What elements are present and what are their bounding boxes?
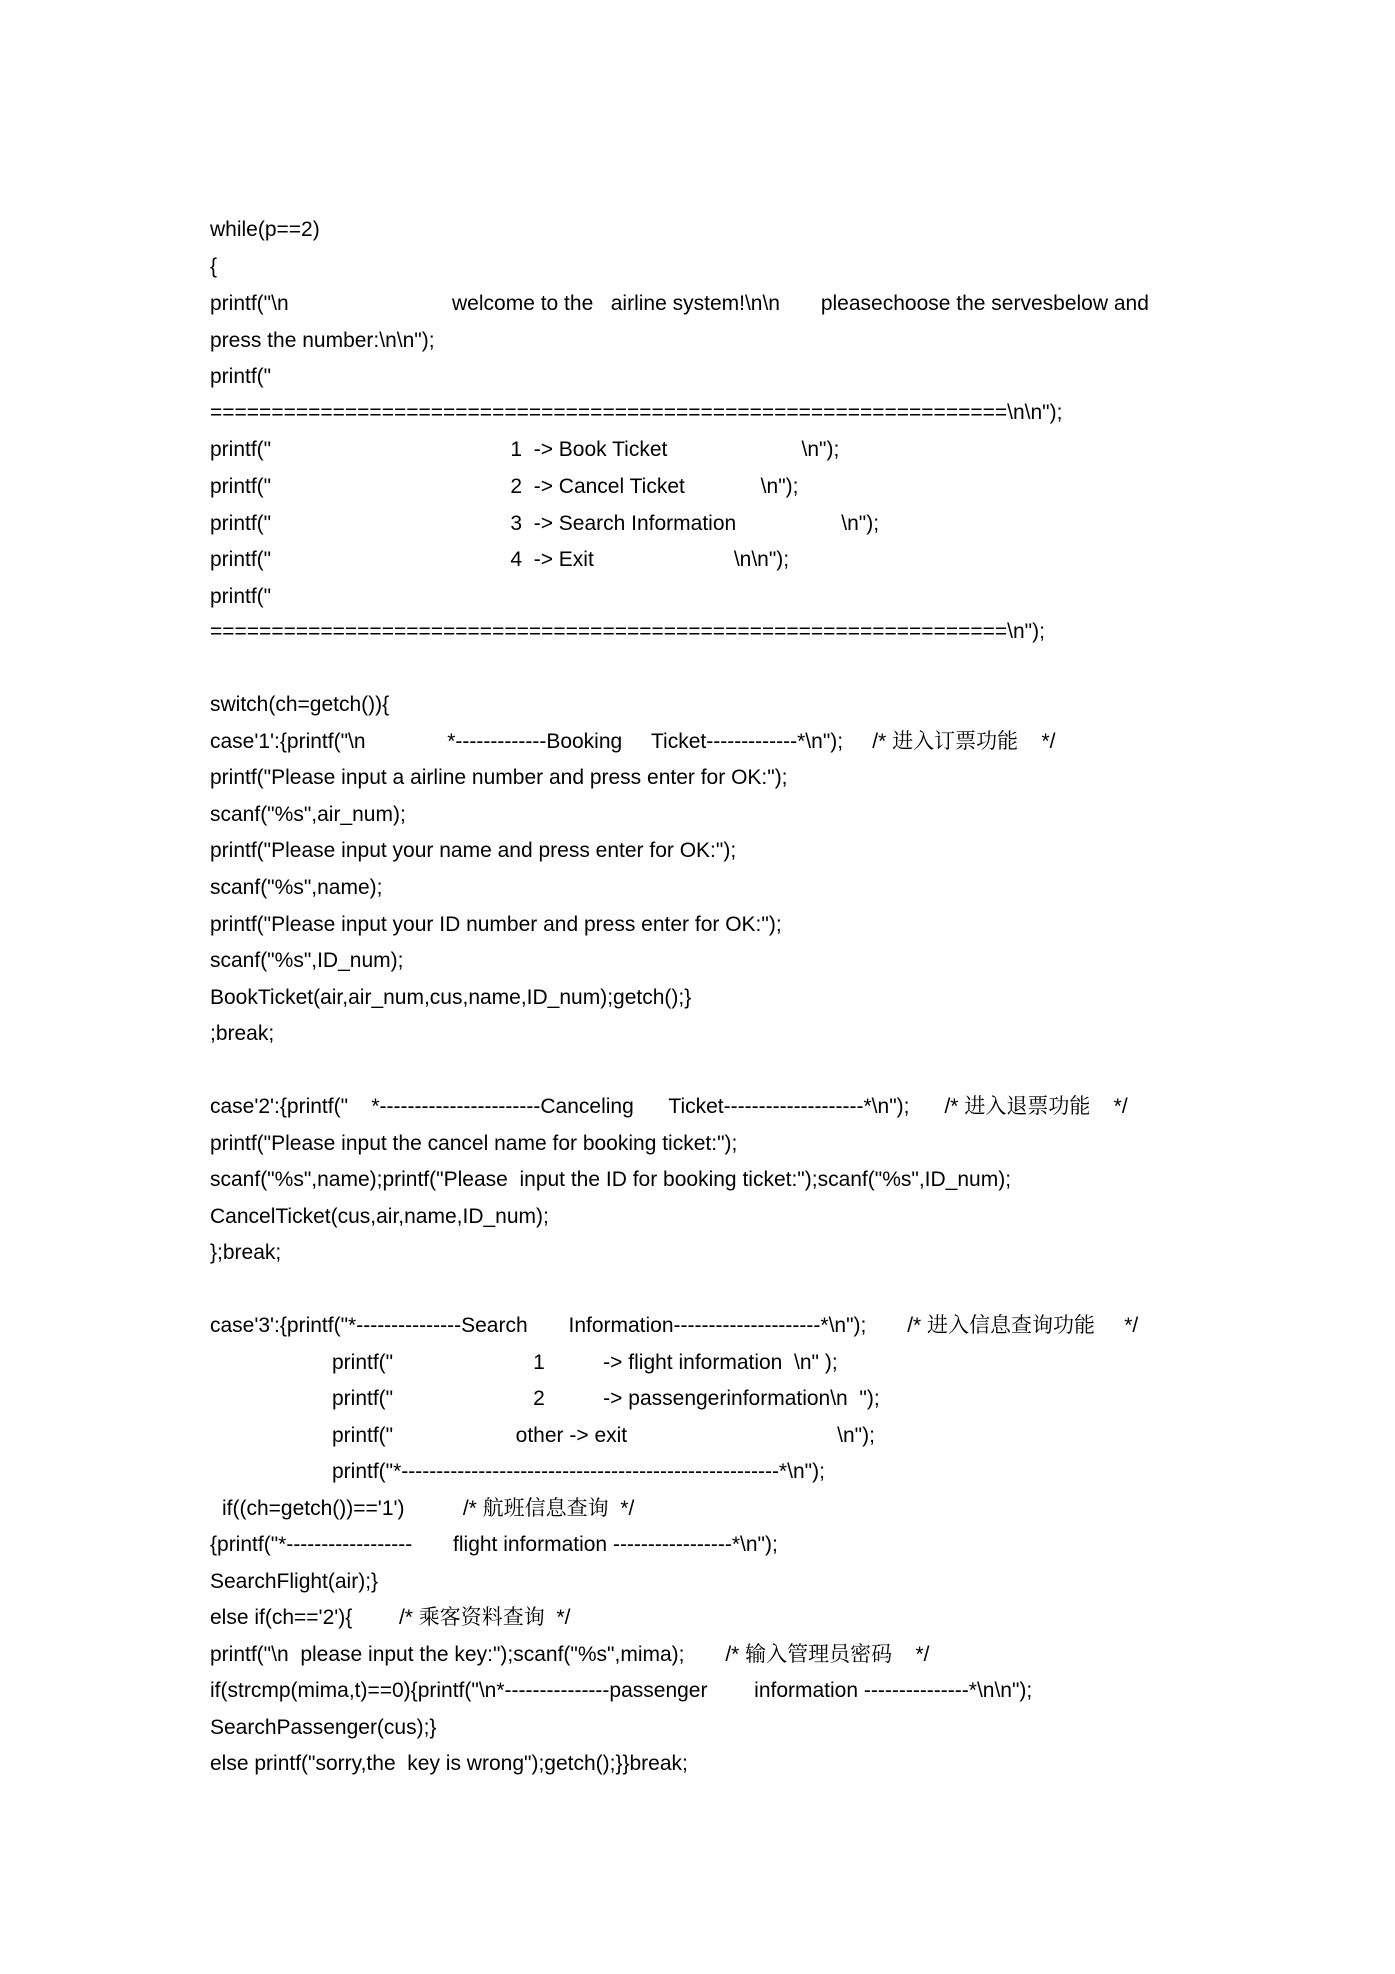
code-line: printf("Please input your ID number and press enter for OK:"); — [210, 913, 782, 936]
code-line: scanf("%s",ID_num); — [210, 949, 404, 972]
code-line: switch(ch=getch()){ — [210, 693, 390, 716]
code-line: scanf("%s",name); — [210, 876, 383, 899]
code-line: scanf("%s",name);printf("Please input the ID for booking ticket:");scanf("%s",ID_num); — [210, 1168, 1012, 1191]
code-line: scanf("%s",air_num); — [210, 803, 406, 826]
code-line: case'2':{printf(" *-----------------------Canceling Ticket--------------------*\n"); /* 进入退票功能 */ — [210, 1095, 1128, 1118]
code-line: printf("Please input the cancel name for booking ticket:"); — [210, 1132, 738, 1155]
code-line: =================================================================\n"); — [210, 620, 1045, 643]
code-line: printf(" 3 -> Search Information \n"); — [210, 512, 880, 535]
code-line: if(strcmp(mima,t)==0){printf("\n*---------------passenger information ---------------*\n\n"); — [210, 1679, 1033, 1702]
code-line: BookTicket(air,air_num,cus,name,ID_num);getch();} — [210, 986, 692, 1009]
code-line: printf(" 4 -> Exit \n\n"); — [210, 548, 790, 571]
code-line: printf("\n welcome to the airline system!\n\n pleasechoose the servesbelow and — [210, 292, 1149, 315]
code-line: while(p==2) — [210, 218, 320, 241]
code-line: ;break; — [210, 1022, 275, 1045]
code-line: { — [210, 255, 218, 278]
code-line: {printf("*------------------ flight information -----------------*\n"); — [210, 1533, 778, 1556]
code-line: printf("*------------------------------------------------------*\n"); — [332, 1460, 825, 1483]
code-line: };break; — [210, 1241, 282, 1264]
code-line: printf(" 1 -> Book Ticket \n"); — [210, 438, 840, 461]
code-line: printf(" 2 -> passengerinformation\n "); — [332, 1387, 880, 1410]
code-line: case'1':{printf("\n *-------------Booking Ticket-------------*\n"); /* 进入订票功能 */ — [210, 730, 1056, 753]
code-line: printf("Please input a airline number and press enter for OK:"); — [210, 766, 788, 789]
code-line: printf(" — [210, 365, 272, 388]
code-line: if((ch=getch())=='1') /* 航班信息查询 */ — [222, 1497, 635, 1520]
code-line: else printf("sorry,the key is wrong");getch();}}break; — [210, 1752, 688, 1775]
code-line: SearchFlight(air);} — [210, 1570, 379, 1593]
code-line: printf(" 2 -> Cancel Ticket \n"); — [210, 475, 799, 498]
code-line: case'3':{printf("*---------------Search Information---------------------*\n"); /* 进入信息查询功能 */ — [210, 1314, 1139, 1337]
code-line: CancelTicket(cus,air,name,ID_num); — [210, 1205, 549, 1228]
code-line: =================================================================\n\n"); — [210, 401, 1063, 424]
code-line: printf(" other -> exit \n"); — [332, 1424, 875, 1447]
code-line: printf("\n please input the key:");scanf("%s",mima); /* 输入管理员密码 */ — [210, 1643, 930, 1666]
code-line: printf(" 1 -> flight information \n" ); — [332, 1351, 838, 1374]
code-line: SearchPassenger(cus);} — [210, 1716, 437, 1739]
code-line: printf("Please input your name and press enter for OK:"); — [210, 839, 737, 862]
code-line: printf(" — [210, 585, 272, 608]
code-line: else if(ch=='2'){ /* 乘客资料查询 */ — [210, 1606, 571, 1629]
code-line: press the number:\n\n"); — [210, 329, 435, 352]
